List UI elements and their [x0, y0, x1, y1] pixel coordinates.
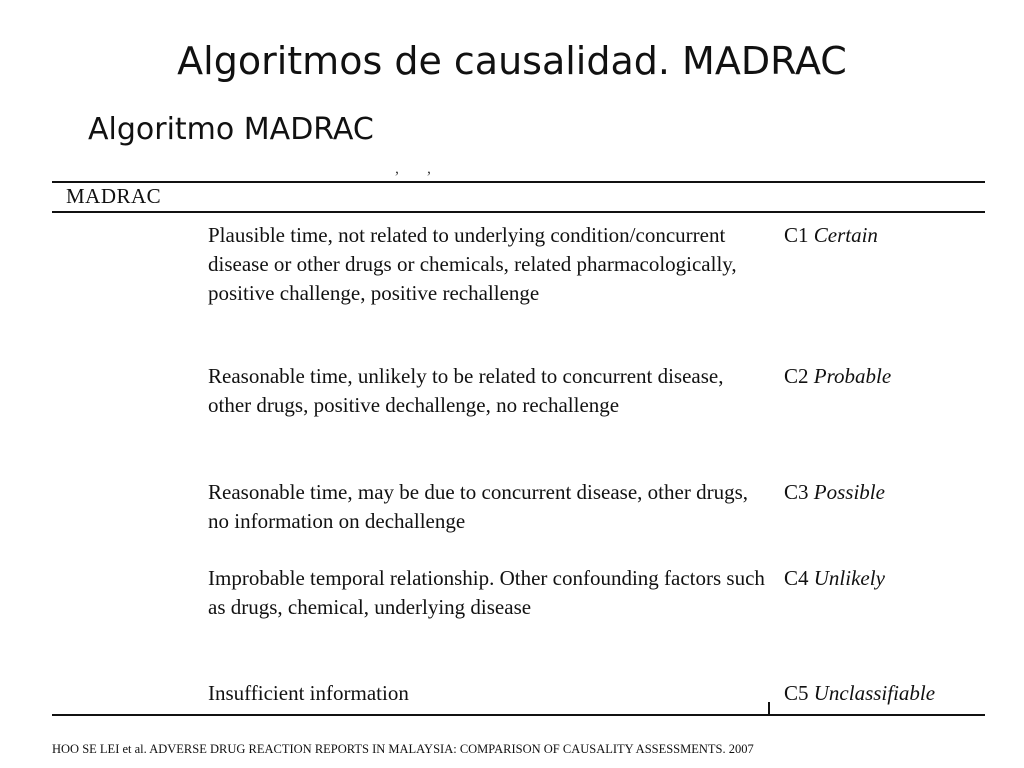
table-row-c4-description: Improbable temporal relationship. Other confounding factors such as drugs, chemical, underlying disease [208, 566, 765, 619]
category-name: Certain [813, 223, 878, 247]
table-header-rule [52, 211, 985, 213]
cropped-text-fragment: ,, [395, 160, 459, 177]
table-row-c3-category [784, 478, 885, 507]
category-code: C1 [784, 223, 809, 247]
table-row-c1-description: Plausible time, not related to underlying condition/concurrent disease or other drugs or chemicals, related pharmacologically, positive challenge, positive rechallenge [208, 223, 737, 305]
category-code: C3 [784, 480, 809, 504]
table-row-c5-description: Insufficient information [208, 681, 409, 705]
citation-footer: HOO SE LEI et al. ADVERSE DRUG REACTION REPORTS IN MALAYSIA: COMPARISON OF CAUSALITY ASSESSMENTS. 2007 [52, 742, 754, 756]
category-name: Unclassifiable [813, 681, 936, 705]
slide-subtitle: Algoritmo MADRAC [88, 112, 374, 147]
slide-title: Algoritmos de causalidad. MADRAC [177, 39, 847, 83]
table-row-c2-description: Reasonable time, unlikely to be related to concurrent disease, other drugs, positive dechallenge, no rechallenge [208, 364, 724, 417]
category-name: Possible [813, 480, 885, 504]
category-code: C5 [784, 681, 809, 705]
table-row-c3-description: Reasonable time, may be due to concurrent disease, other drugs, no information on dechallenge [208, 480, 748, 533]
category-code: C2 [784, 364, 809, 388]
table-bottom-rule [52, 714, 985, 716]
table-row-c1-category [784, 221, 878, 250]
category-code: C4 [784, 566, 809, 590]
table-row-c4-category [784, 564, 885, 593]
category-name: Unlikely [813, 566, 885, 590]
table-header-madrac: MADRAC [66, 184, 162, 208]
table-top-rule [52, 181, 985, 183]
table-row-c2-category [784, 362, 891, 391]
table-row-c5-category [784, 679, 935, 708]
category-name: Probable [813, 364, 892, 388]
